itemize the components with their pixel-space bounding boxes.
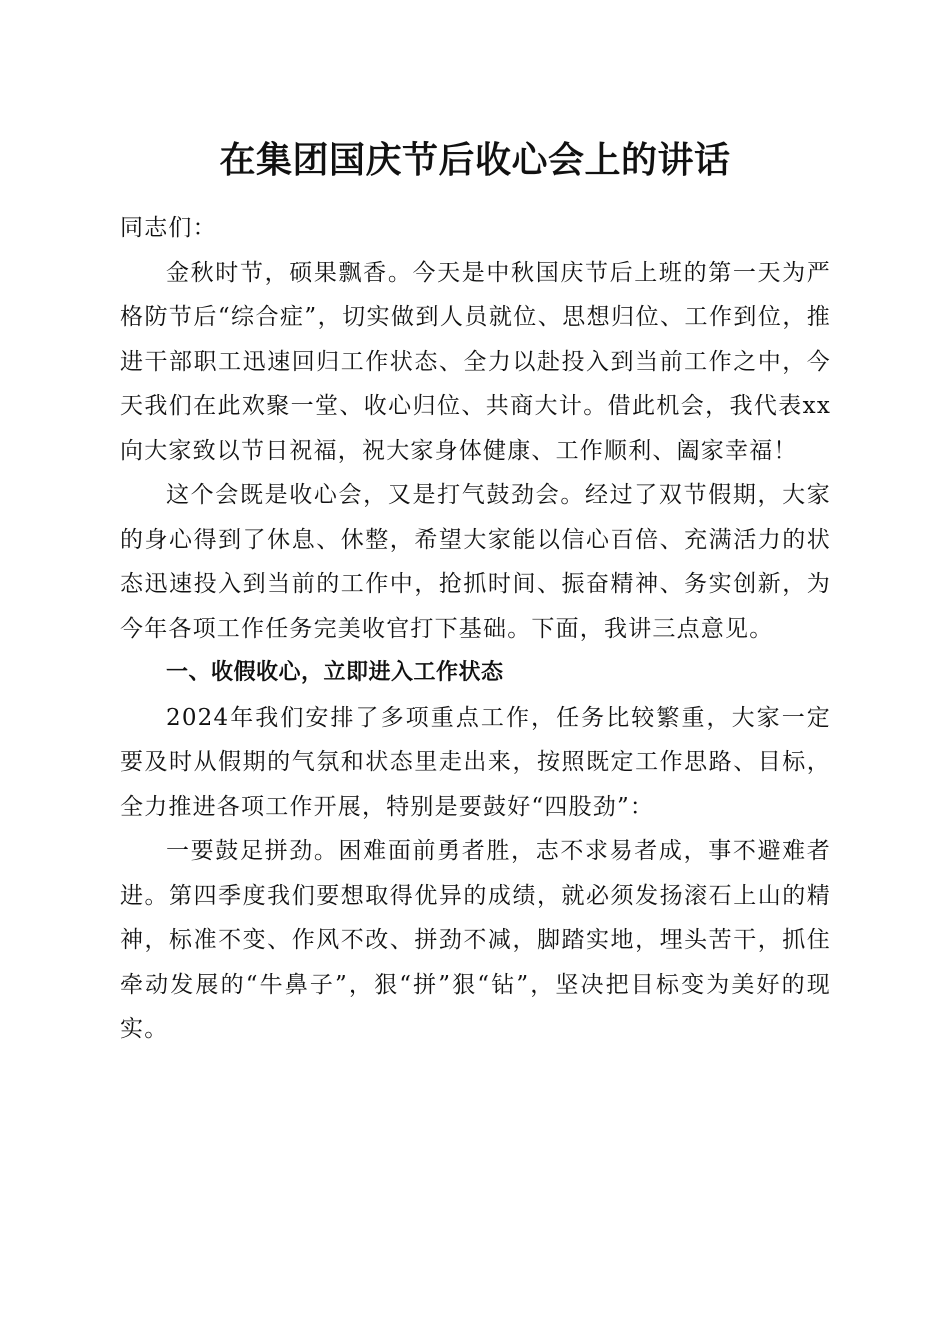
paragraph-purpose: 这个会既是收心会，又是打气鼓劲会。经过了双节假期，大家的身心得到了休息、休整，希望大家能以信心百倍、充满活力的状态迅速投入到当前的工作中，抢抓时间、振奋精神、务实创新，为今年各项工作任务完美收官打下基础。下面，我讲三点意见。 (120, 482, 831, 642)
paragraph-section1-intro: 2024年我们安排了多项重点工作，任务比较繁重，大家一定要及时从假期的气氛和状态里走出来，按照既定工作思路、目标，全力推进各项工作开展，特别是要鼓好“四股劲”： (120, 704, 831, 820)
paragraph-opening: 金秋时节，硕果飘香。今天是中秋国庆节后上班的第一天为严格防节后“综合症”，切实做到人员就位、思想归位、工作到位，推进干部职工迅速回归工作状态、全力以赴投入到当前工作之中，今天我们在此欢聚一堂、收心归位、共商大计。借此机会，我代表xx向大家致以节日祝福，祝大家身体健康、工作顺利、阖家幸福！ (120, 259, 831, 464)
document-title: 在集团国庆节后收心会上的讲话 (219, 139, 731, 181)
salutation: 同志们： (120, 215, 217, 241)
document-body (120, 206, 831, 1052)
paragraph-section1-point1: 一要鼓足拼劲。困难面前勇者胜，志不求易者成，事不避难者进。第四季度我们要想取得优异的成绩，就必须发扬滚石上山的精神，标准不变、作风不改、拼劲不减，脚踏实地，埋头苦干，抓住牵动发展的“牛鼻子”，狠“拼”狠“钻”，坚决把目标变为美好的现实。 (120, 838, 831, 1042)
section-heading-1: 一、收假收心，立即进入工作状态 (166, 660, 504, 685)
